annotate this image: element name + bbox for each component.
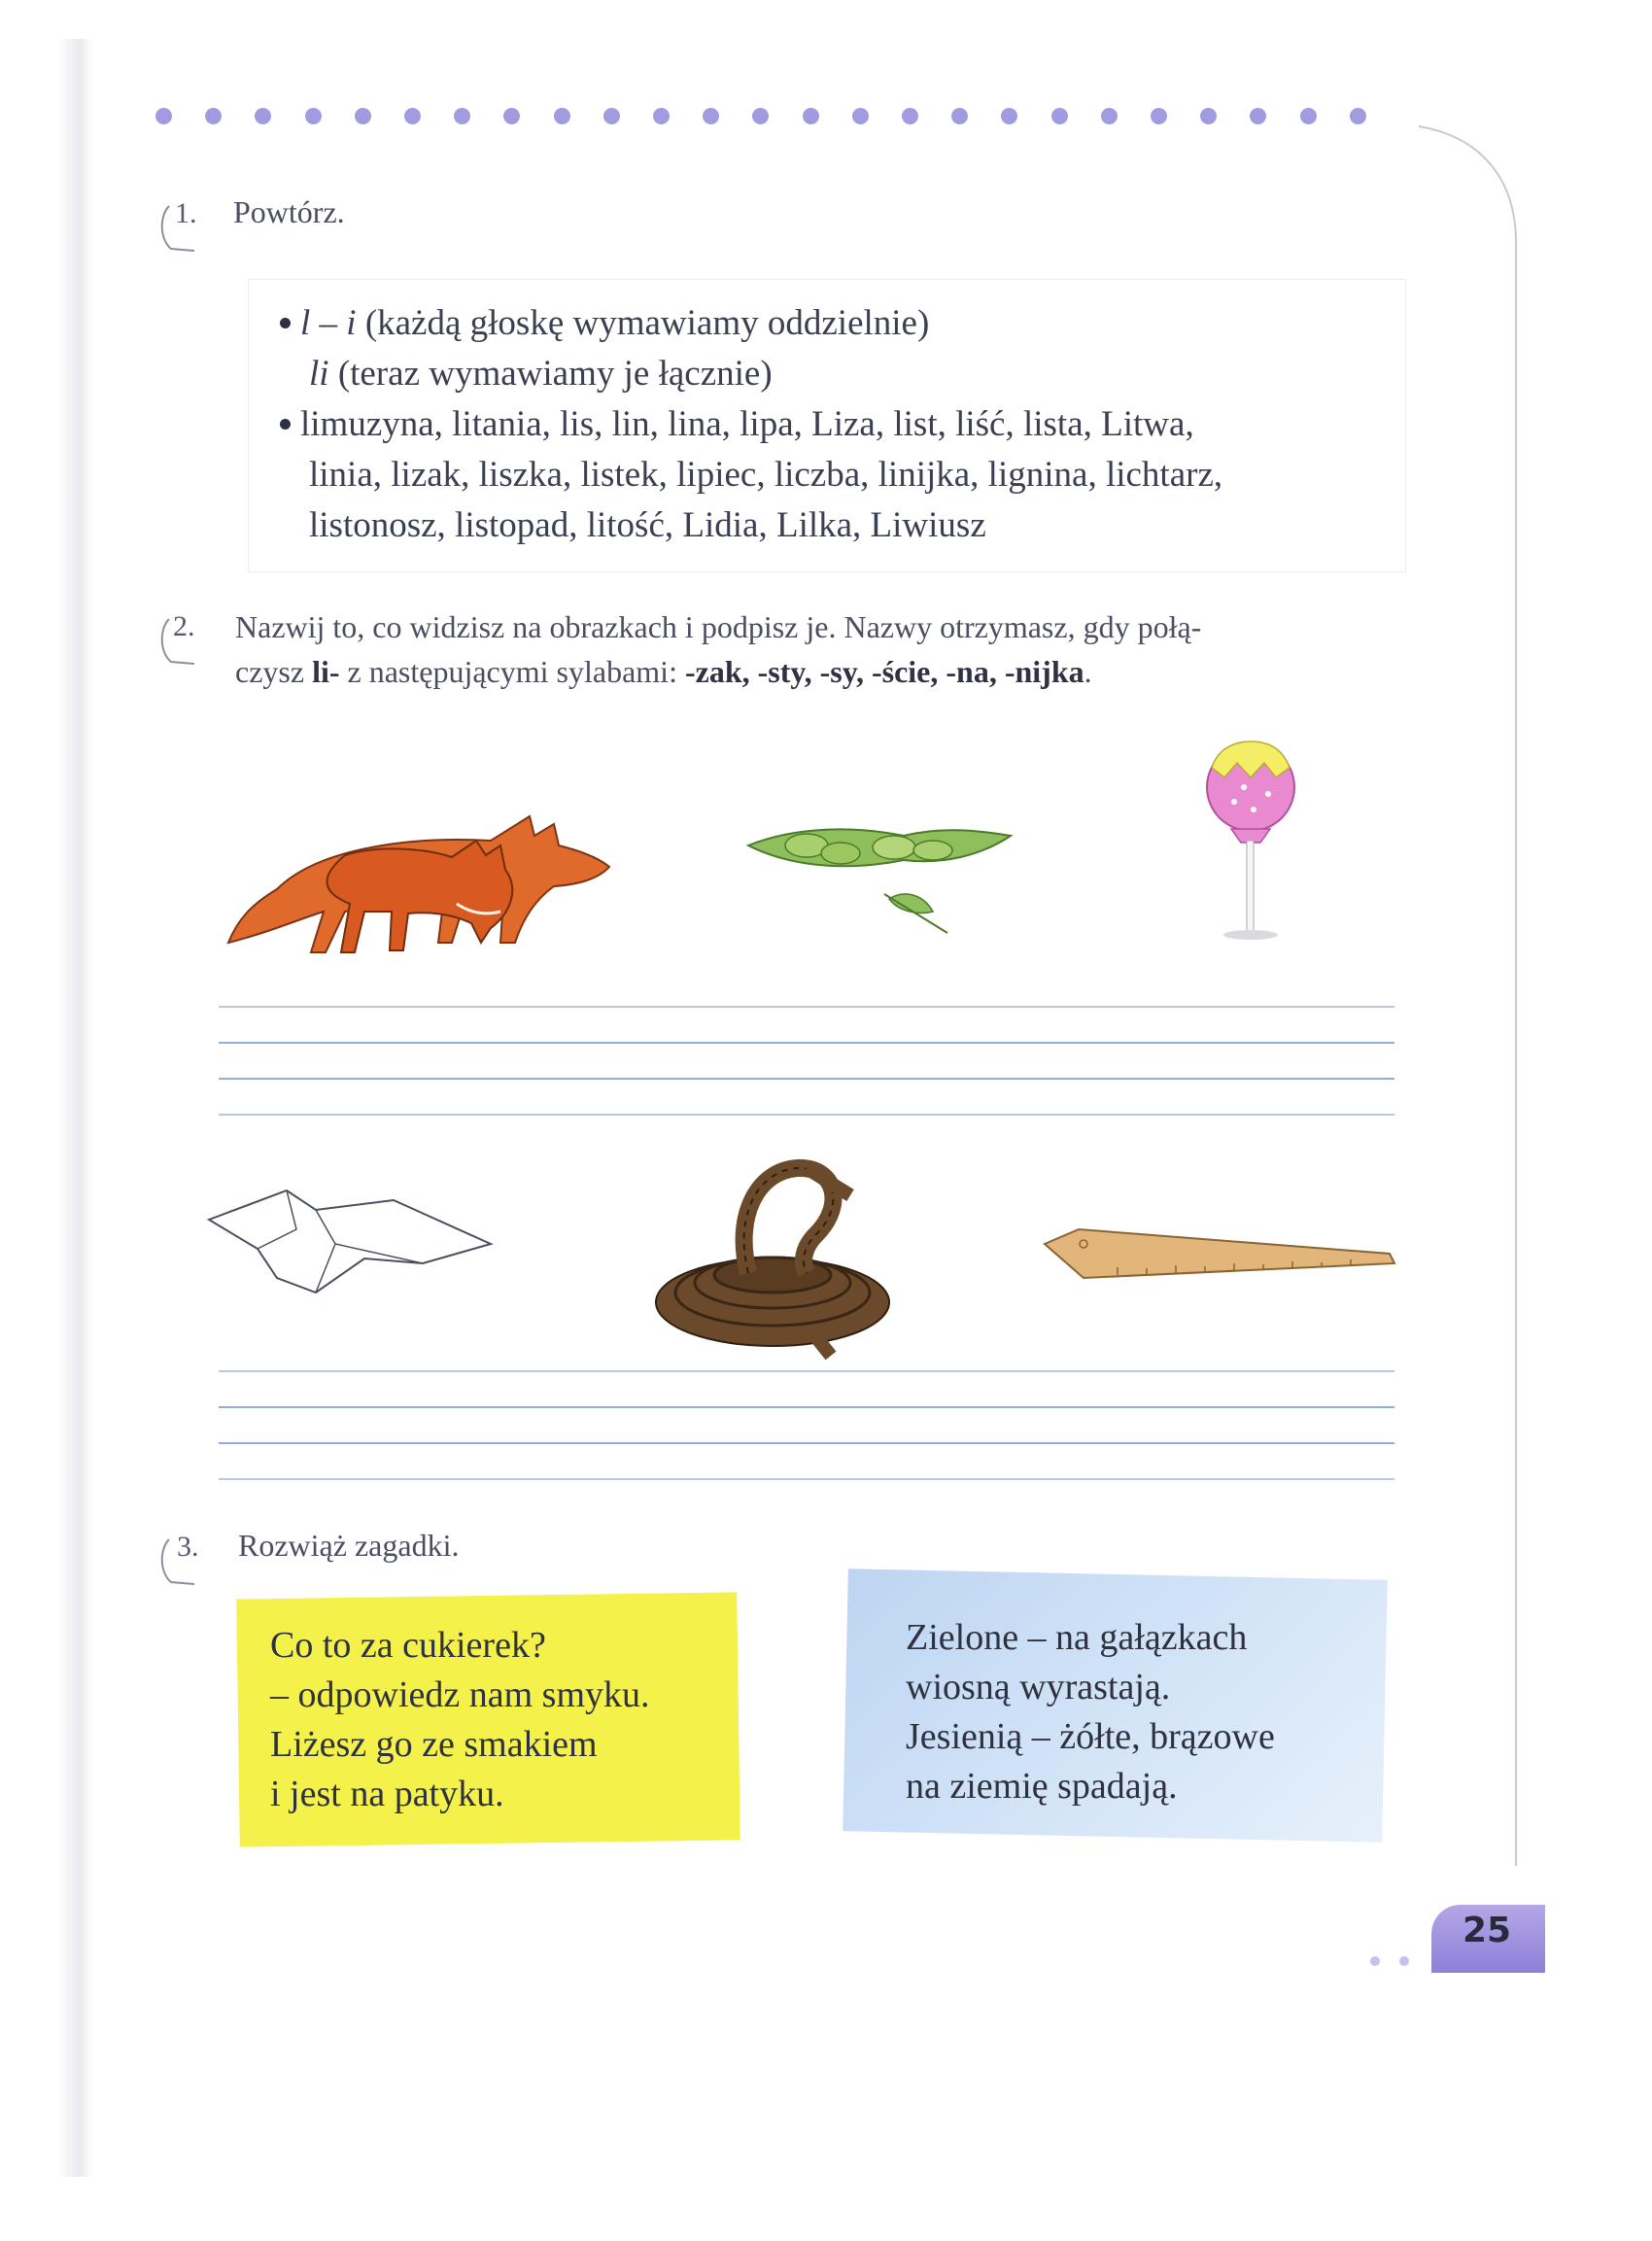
ruler-icon — [1040, 1224, 1399, 1302]
decorative-dot-icon — [404, 108, 421, 124]
task2-text-a: czysz — [235, 654, 313, 689]
task3-number: 3. — [177, 1531, 199, 1563]
task2-syllables: -zak, -sty, -sy, -ście, -na, -nijka — [684, 654, 1084, 689]
decorative-dot-icon — [1151, 108, 1167, 124]
page-number: 25 — [1463, 1911, 1512, 1950]
task3-title: Rozwiąż zagadki. — [238, 1528, 460, 1563]
task2-text-end: . — [1084, 654, 1092, 689]
small-dot-icon — [1370, 1956, 1380, 1966]
riddle2-line1: Zielone – na gałązkach — [906, 1617, 1248, 1658]
decorative-dot-icon — [852, 108, 869, 124]
decorative-dot-icon — [703, 108, 719, 124]
handkerchief-icon — [199, 1171, 500, 1297]
word-list-line1 — [280, 399, 1194, 450]
decorative-dot-icon — [803, 108, 819, 124]
letters-joined-note: (teraz wymawiamy je łącznie) — [337, 354, 773, 394]
pronunciation-line2 — [309, 349, 773, 399]
decorative-dot-icon — [1200, 108, 1217, 124]
task2-prefix: li- — [312, 654, 340, 689]
page-border-curve — [1419, 117, 1526, 1866]
decorative-dot-icon — [653, 108, 670, 124]
decorative-dot-icon — [1300, 108, 1317, 124]
task1-title: Powtórz. — [233, 194, 345, 229]
riddle1-line2: – odpowiedz nam smyku. — [270, 1674, 650, 1715]
writing-lines[interactable] — [219, 1370, 1394, 1487]
decorative-dot-icon — [355, 108, 371, 124]
decorative-dot-icon — [1350, 108, 1366, 124]
task2-instruction-line1: Nazwij to, co widzisz na obrazkach i podpisz je. Nazwy otrzymasz, gdy połą- — [235, 609, 1202, 644]
bullet-icon — [280, 419, 291, 430]
decorative-dot-icon — [503, 108, 520, 124]
decorative-dot-icon — [1001, 108, 1017, 124]
letters-separate-note: (każdą głoskę wymawiamy oddzielnie) — [364, 303, 930, 343]
decorative-dot-icon — [255, 108, 271, 124]
word-list-text1: limuzyna, litania, lis, lin, lina, lipa, Liza, list, liść, lista, Litwa, — [300, 404, 1194, 444]
small-dot-icon — [1399, 1956, 1409, 1966]
decorative-dot-icon — [902, 108, 918, 124]
bullet-icon — [280, 318, 291, 328]
leaves-icon — [739, 797, 1015, 938]
decorative-dot-icon — [1051, 108, 1068, 124]
decorative-dot-icon — [454, 108, 470, 124]
task1-number: 1. — [175, 197, 197, 229]
writing-lines[interactable] — [219, 1006, 1394, 1122]
word-list-line2: linia, lizak, liszka, listek, lipiec, liczba, linijka, lignina, lichtarz, — [309, 455, 1223, 495]
rope-icon — [641, 1156, 904, 1361]
task2-number: 2. — [173, 610, 195, 642]
letters-joined: li — [309, 354, 329, 394]
decorative-dot-icon — [205, 108, 222, 124]
lollipop-icon — [1200, 734, 1302, 948]
riddle2-line2: wiosną wyrastają. — [906, 1667, 1171, 1707]
riddle1 — [270, 1621, 650, 1819]
task2-text-b: z następującymi sylabami: — [339, 654, 685, 689]
decorative-dot-icon — [305, 108, 322, 124]
decorative-dot-icon — [155, 108, 172, 124]
riddle1-line4: i jest na patyku. — [270, 1774, 504, 1814]
page-binding-edge — [58, 39, 93, 2177]
riddle2-line4: na ziemię spadają. — [906, 1766, 1178, 1807]
riddle1-line1: Co to za cukierek? — [270, 1625, 546, 1666]
pronunciation-line1 — [280, 298, 929, 349]
decorative-dot-icon — [554, 108, 570, 124]
decorative-dot-icon — [752, 108, 769, 124]
decorative-dot-row — [155, 105, 1380, 128]
word-list-line3: listonosz, listopad, litość, Lidia, Lilka, Liwiusz — [309, 505, 986, 545]
riddle2 — [906, 1613, 1275, 1811]
task2-instruction-line2 — [235, 654, 1092, 690]
decorative-dot-icon — [1250, 108, 1266, 124]
decorative-dot-icon — [603, 108, 620, 124]
riddle1-line3: Liżesz go ze smakiem — [270, 1724, 598, 1765]
letters-separate: l – i — [300, 303, 357, 343]
decorative-dot-icon — [1101, 108, 1118, 124]
fox-icon — [209, 797, 622, 962]
decorative-dot-icon — [951, 108, 968, 124]
riddle2-line3: Jesienią – żółte, brązowe — [906, 1716, 1275, 1757]
